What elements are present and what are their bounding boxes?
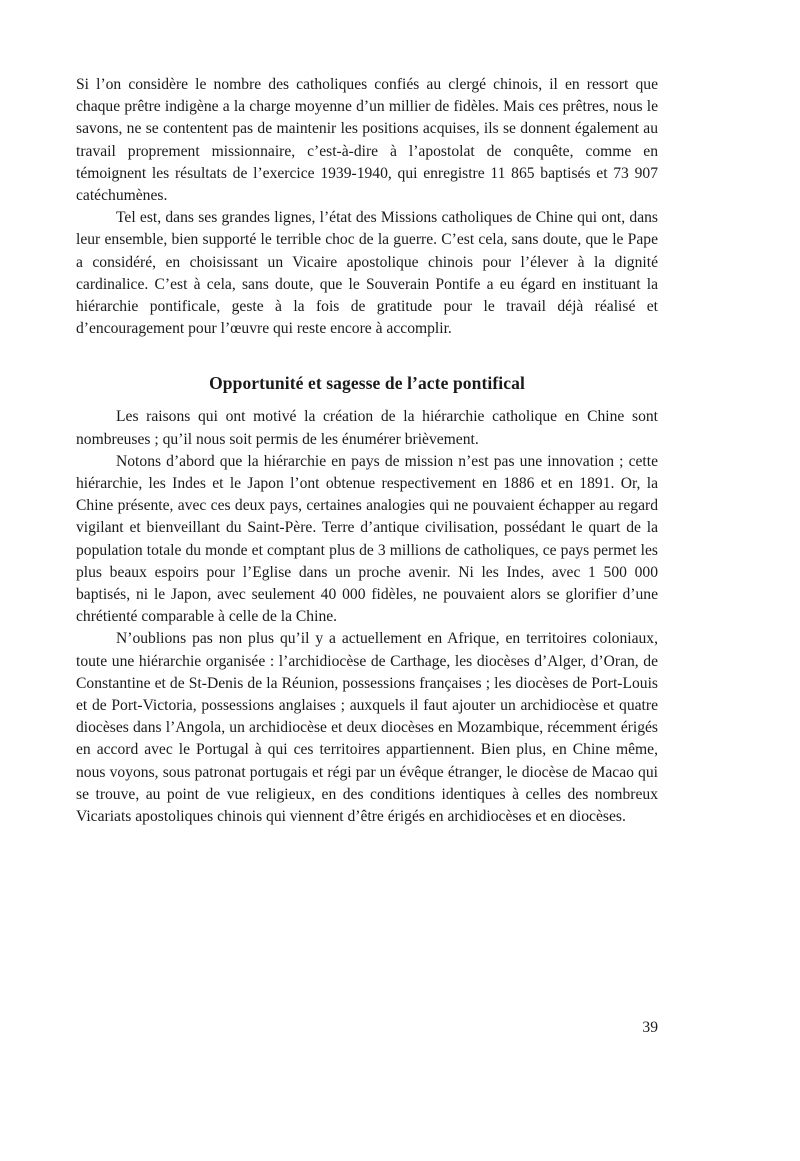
paragraph-hierarchy-history: Notons d’abord que la hiérarchie en pays de mission n’est pas une innovation ; cette hiérarchie, les Indes et le Japon l’ont obtenue respectivement en 1886 et en 1891. Or, la Chine présente, avec ces deux pays, certaines analogies qui ne pouvaient échapper au regard vigilant et bienveillant du Saint-Père. Terre d’antique civilisation, possédant le quart de la population totale du monde et comptant plus de 3 millions de catholiques, ce pays permet les plus beaux espoirs pour l’Eglise dans un proche avenir. Ni les Indes, avec 1 500 000 baptisés, ni le Japon, avec seulement 40 000 fidèles, ne pouvaient alors se glorifier d’une chrétienté comparable à celle de la Chine. bbox=[76, 452, 658, 626]
section-title: Opportunité et sagesse de l’acte pontifical bbox=[209, 373, 525, 394]
paragraph-africa-hierarchy: N’oublions pas non plus qu’il y a actuellement en Afrique, en territoires coloniaux, toute une hiérarchie organisée : l’archidiocèse de Carthage, les diocèses d’Alger, d’Oran, de Constantine et de St-Denis de la Réunion, possessions françaises ; les diocèses de Port-Louis et de Port-Victoria, possessions anglaises ; auxquels il faut ajouter un archidiocèse et quatre diocèses dans l’Angola, un archidiocèse et deux diocèses en Mozambique, récemment érigés en accord avec le Portugal à qui ces territoires appartiennent. Bien plus, en Chine même, nous voyons, sous patronat portugais et régi par un évêque étranger, le diocèse de Macao qui se trouve, au point de vue religieux, en des conditions identiques à celles des nombreux Vicariats apostoliques chinois qui viennent d’être érigés en archidiocèses et en diocèses. bbox=[76, 630, 658, 826]
page-number: 39 bbox=[642, 1019, 658, 1036]
paragraph-reasons: Les raisons qui ont motivé la création de la hiérarchie catholique en Chine sont nombreuses ; qu’il nous soit permis de les énumérer brièvement. bbox=[76, 408, 658, 448]
page-body bbox=[76, 74, 658, 828]
paragraph-state-of-missions: Tel est, dans ses grandes lignes, l’état des Missions catholiques de Chine qui ont, dans leur ensemble, bien supporté le terrible choc de la guerre. C’est cela, sans doute, que le Pape a considéré, en choisissant un Vicaire apostolique chinois pour l’élever à la dignité cardinalice. C’est à cela, sans doute, que le Souverain Pontife a eu égard en instituant la hiérarchie pontificale, geste à la fois de gratitude pour le travail déjà réalisé et d’encouragement pour l’œuvre qui reste encore à accomplir. bbox=[76, 209, 658, 338]
paragraph-catholic-clergy: Si l’on considère le nombre des catholiques confiés au clergé chinois, il en ressort que chaque prêtre indigène a la charge moyenne d’un millier de fidèles. Mais ces prêtres, nous le savons, ne se contentent pas de maintenir les positions acquises, ils se donnent également au travail proprement missionnaire, c’est-à-dire à l’apostolat de conquête, comme en témoignent les résultats de l’exercice 1939-1940, qui enregistre 11 865 baptisés et 73 907 catéchumènes. bbox=[76, 76, 658, 205]
